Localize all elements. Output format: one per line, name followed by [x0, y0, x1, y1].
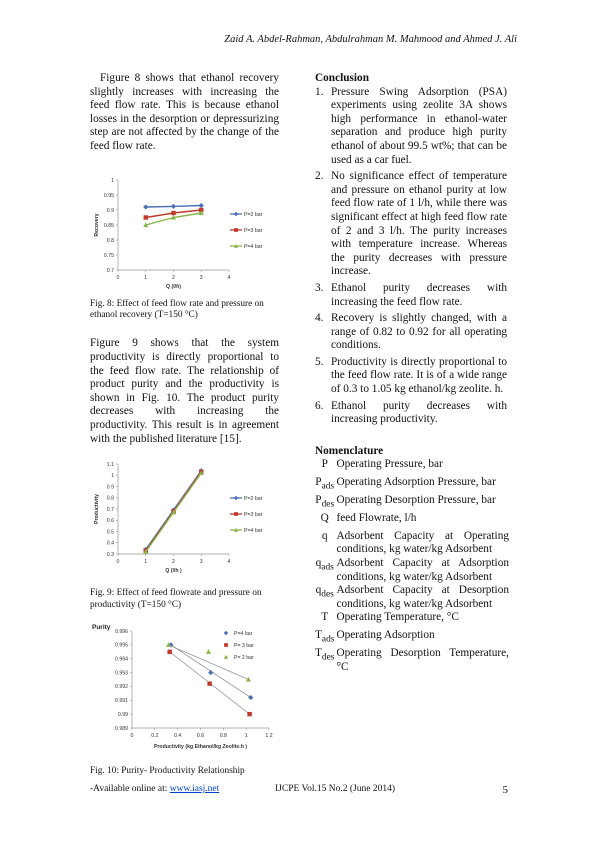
nomenclature-row — [315, 530, 509, 557]
left-column — [90, 72, 279, 777]
nomenclature-subscript: des — [321, 589, 334, 600]
nomenclature-row — [315, 611, 509, 629]
fig8-caption: Fig. 8: Effect of feed flow rate and pressure on ethanol recovery (T=150 °C) — [90, 298, 264, 320]
legend-label: P=4 bar — [244, 527, 263, 534]
nomenclature-subscript: des — [321, 652, 335, 663]
nomenclature-row — [315, 458, 509, 476]
nomenclature-definition: Operating Temperature, °C — [336, 611, 459, 624]
nomenclature-symbol: T — [315, 629, 322, 642]
y-tick-label: 0.3 — [106, 551, 114, 558]
series-1 — [168, 642, 253, 700]
y-tick-label: 0.5 — [106, 529, 114, 536]
x-tick-label: 2 — [172, 274, 175, 281]
nomenclature-subscript: ads — [321, 562, 334, 573]
nomenclature-subscript: ads — [321, 634, 335, 645]
x-tick-label: 0 — [130, 732, 134, 739]
conclusion-item-text: Pressure Swing Adsorption (PSA) experiments using zeolite 3A shows high performance in ethanol-water separation and produce high purity ethanol of about 99.5 wt%; that can be used as a car fuel. — [331, 85, 507, 166]
nomenclature-symbol: P — [315, 476, 322, 489]
footer-journal: IJCPE Vol.15 No.2 (June 2014) — [275, 784, 395, 794]
x-tick-label: 3 — [199, 559, 203, 566]
data-point — [206, 649, 211, 654]
conclusion-item — [315, 400, 507, 427]
y-tick-label: 0.95 — [103, 192, 114, 199]
y-tick-label: 0.993 — [115, 670, 128, 677]
nomenclature-subscript: des — [321, 499, 335, 510]
fig10-chart — [90, 619, 279, 754]
nomenclature-row — [315, 476, 509, 494]
nomenclature-definition: Operating Desorption Pressure, bar — [336, 494, 496, 507]
page-number: 5 — [502, 784, 508, 796]
y-tick-label: 0.99 — [117, 711, 128, 718]
data-point — [247, 712, 251, 716]
nomenclature-row — [315, 557, 509, 584]
data-point — [248, 695, 253, 700]
series-3 — [143, 471, 204, 554]
footer-availability-text: -Available online at: — [90, 784, 170, 794]
data-point — [167, 650, 171, 654]
x-tick-label: 3 — [199, 274, 203, 281]
x-tick-label: 0.2 — [151, 732, 159, 739]
x-axis-label: Productivity (kg Ethanol/kg Zeolite.h ) — [153, 743, 248, 750]
nomenclature-heading: Nomenclature — [315, 444, 384, 457]
data-point — [234, 211, 238, 215]
conclusion-item-number: 5. — [315, 355, 324, 368]
data-point — [246, 677, 251, 682]
conclusion-item-text: No significance effect of temperature and pressure on ethanol purity at low feed flow rate of 1 l/h, while there was significant effect at high feed flow rate of 2 and 3 l/h. The purity increases with temperature increase. Whereas the purity decreases with pressure increase. — [331, 170, 507, 278]
x-tick-label: 0.8 — [219, 732, 227, 739]
conclusion-item-number: 4. — [315, 312, 324, 325]
conclusion-item-text: Ethanol purity decreases with increasing the feed flow rate. — [331, 281, 507, 308]
fig9-chart — [90, 458, 279, 578]
y-tick-label: 0.85 — [103, 222, 114, 229]
nomenclature-definition: Operating Desorption Temperature, °C — [336, 647, 509, 673]
nomenclature-row — [315, 647, 509, 674]
y-tick-label: 1.1 — [106, 461, 114, 468]
y-tick-label: 0.9 — [106, 207, 114, 214]
y-tick-label: 0.75 — [103, 252, 114, 259]
data-point — [199, 202, 204, 207]
nomenclature-subscript: ads — [321, 481, 335, 492]
data-point — [171, 210, 175, 214]
y-tick-label: 0.6 — [106, 518, 114, 525]
x-axis-label: Q (l/h) — [166, 283, 181, 290]
nomenclature-row — [315, 494, 509, 512]
x-tick-label: 1 — [244, 732, 248, 739]
x-tick-label: 0.4 — [174, 732, 182, 739]
nomenclature-symbol: P — [321, 458, 328, 471]
conclusion-heading: Conclusion — [315, 72, 369, 84]
y-tick-label: 0.994 — [115, 656, 128, 663]
paragraph-fig8-discussion: Figure 8 shows that ethanol recovery slightly increases with increasing the feed flow rate. This is because ethanol losses in the desorption or depressurizing step are not affected by the change of the feed flow rate. — [90, 72, 279, 152]
y-axis-label: Recovery — [94, 212, 100, 237]
data-point — [208, 670, 213, 675]
data-point — [234, 496, 238, 500]
conclusion-item — [315, 170, 507, 279]
x-tick-label: 1 — [144, 274, 148, 281]
running-header: Zaid A. Abdel-Rahman, Abdulrahman M. Mahmood and Ahmed J. Ali — [224, 34, 517, 45]
nomenclature-symbol: P — [315, 494, 322, 507]
x-tick-label: 0.6 — [196, 732, 205, 739]
nomenclature-definition: Adsorbent Capacity at Operating conditions, kg water/kg Adsorbent — [336, 529, 509, 556]
legend-label: P=3 bar — [244, 227, 263, 234]
x-tick-label: 0 — [116, 559, 120, 566]
nomenclature-symbol: T — [315, 647, 322, 660]
y-axis-label: Productivity — [94, 494, 100, 525]
y-tick-label: 0.4 — [106, 540, 114, 547]
nomenclature-symbol: q — [321, 529, 328, 542]
y-tick-label: 0.991 — [115, 698, 128, 705]
fig8-chart — [90, 174, 279, 294]
data-point — [234, 512, 238, 516]
conclusion-item — [315, 86, 507, 168]
legend-label: P=2 bar — [244, 495, 263, 502]
data-point — [224, 631, 228, 635]
y-tick-label: 0.7 — [106, 267, 114, 274]
conclusion-item-number: 2. — [315, 170, 324, 183]
y-tick-label: 0.9 — [106, 484, 114, 491]
x-tick-label: 4 — [227, 559, 231, 566]
nomenclature-definition: Adsorbent Capacity at Desorption conditions, kg water/kg Adsorbent — [336, 584, 509, 610]
conclusion-list — [315, 86, 507, 427]
legend-label: P=3 bar — [244, 511, 263, 518]
series-1 — [143, 202, 204, 209]
y-tick-label: 1 — [111, 177, 114, 184]
legend-label: P=2 bar — [244, 211, 263, 218]
data-point — [143, 204, 148, 209]
legend-label: P= 2 bar — [234, 654, 254, 661]
x-tick-label: 2 — [172, 559, 175, 566]
conclusion-item-number: 3. — [315, 281, 324, 294]
x-tick-label: 4 — [227, 274, 231, 281]
nomenclature-table — [315, 458, 509, 674]
y-tick-label: 1 — [111, 473, 114, 480]
nomenclature-symbol: q — [315, 557, 322, 569]
x-axis-label: Q (l/h ) — [165, 568, 182, 575]
fig9-caption: Fig. 9: Effect of feed flowrate and pressure on productivity (T=150 °C) — [90, 588, 262, 610]
nomenclature-row — [315, 629, 509, 647]
nomenclature-row — [315, 584, 509, 611]
conclusion-item-text: Productivity is directly proportional to the feed flow rate. It is of a wide range of 0.3 to 1.05 kg ethanol/kg zeolite. h. — [331, 355, 507, 396]
y-tick-label: 0.992 — [115, 684, 128, 691]
conclusion-item — [315, 356, 507, 397]
data-point — [144, 215, 148, 219]
nomenclature-definition: Operating Adsorption Pressure, bar — [336, 476, 496, 489]
legend-label: P=4 bar — [234, 630, 253, 637]
x-tick-label: 1.2 — [265, 732, 273, 739]
nomenclature-definition: Adsorbent Capacity at Adsorption conditions, kg water/kg Adsorbent — [336, 557, 509, 583]
fig10-caption: Fig. 10: Purity- Productivity Relationship — [90, 765, 245, 776]
conclusion-item-number: 6. — [315, 399, 324, 412]
data-point — [224, 643, 228, 647]
nomenclature-symbol: q — [315, 584, 322, 597]
y-tick-label: 0.8 — [106, 495, 114, 502]
conclusion-item-number: 1. — [315, 85, 324, 98]
x-tick-label: 1 — [144, 559, 148, 566]
nomenclature-definition: Operating Adsorption — [336, 629, 435, 642]
footer-link[interactable]: www.iasj.net — [169, 784, 220, 794]
conclusion-item-text: Recovery is slightly changed, with a range of 0.82 to 0.92 for all operating conditions. — [331, 312, 507, 352]
conclusion-item-text: Ethanol purity decreases with increasing productivity. — [331, 399, 507, 426]
nomenclature-definition: feed Flowrate, l/h — [336, 511, 417, 524]
nomenclature-definition: Operating Pressure, bar — [336, 458, 443, 471]
footer-availability — [90, 784, 219, 794]
y-tick-label: 0.996 — [115, 628, 128, 635]
conclusion-item — [315, 312, 507, 353]
nomenclature-symbol: Q — [320, 511, 329, 524]
data-point — [234, 228, 238, 232]
y-tick-label: 0.7 — [106, 506, 114, 513]
y-tick-label: 0.995 — [115, 642, 128, 649]
nomenclature-row — [315, 512, 509, 530]
data-point — [224, 655, 228, 659]
paragraph-fig9-discussion: Figure 9 shows that the system productivity is directly proportional to the feed flow rate. The relationship of product purity and the productivity is shown in Fig. 10. The product purity decreases with increasing the productivity. This result is in agreement with the published literature [15]. — [90, 337, 279, 445]
y-tick-label: 0.989 — [115, 725, 128, 732]
legend-label: P= 3 bar — [234, 642, 254, 649]
x-tick-label: 0 — [116, 274, 120, 281]
data-point — [207, 681, 211, 685]
data-point — [171, 203, 176, 208]
y-tick-label: 0.8 — [106, 237, 114, 244]
right-column — [315, 72, 507, 674]
legend-label: P=4 bar — [244, 243, 263, 250]
y-axis-label: Purity — [92, 623, 111, 631]
conclusion-item — [315, 282, 507, 309]
nomenclature-symbol: T — [321, 611, 329, 624]
